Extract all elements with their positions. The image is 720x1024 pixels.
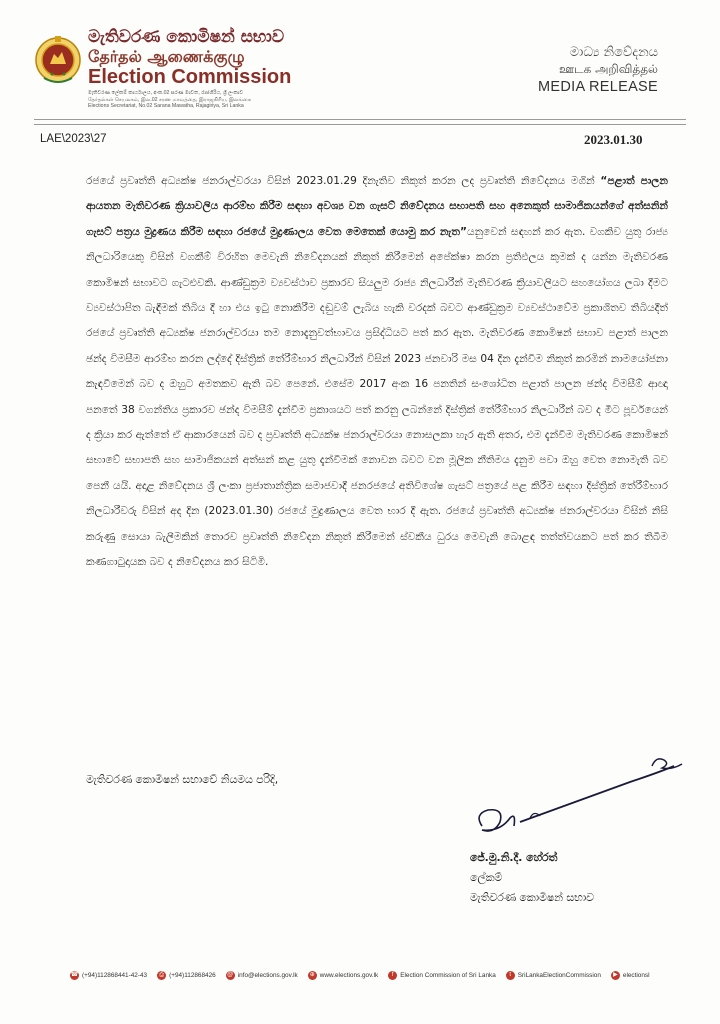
contact-footer bbox=[70, 963, 690, 987]
header-divider bbox=[34, 119, 686, 125]
twitter-text[interactable]: SriLankaElectionCommission bbox=[517, 971, 601, 979]
address-sinhala: මැතිවරණ ලේකම් කාර්යාලය, අංක.02 සරණ මාවත, රාජගිරිය, ශ්‍රී ලංකාව bbox=[88, 90, 244, 96]
signatory-title: ලේකම් bbox=[470, 871, 503, 884]
footer-youtube[interactable] bbox=[611, 971, 650, 980]
media-release-english: MEDIA RELEASE bbox=[538, 79, 658, 95]
body-intro: රජයේ ප්‍රවෘත්ති අධ්‍යක්ෂ ජනරාල්වරයා විසින් 2023.01.29 දිනැතිව නිකුත් කරන ලද ප්‍රවෘත්ති නිවේදනය මගින් bbox=[86, 175, 601, 187]
footer-phone bbox=[70, 971, 147, 980]
phone-icon: ☎ bbox=[70, 971, 79, 978]
footer-twitter[interactable] bbox=[506, 971, 601, 980]
reference-number: LAE\2023\27 bbox=[40, 133, 107, 145]
twitter-icon: t bbox=[506, 971, 515, 980]
footer-fax bbox=[157, 971, 216, 980]
email-icon: @ bbox=[227, 971, 234, 978]
fax-icon: ⎙ bbox=[157, 971, 166, 980]
youtube-text[interactable]: electionsl bbox=[622, 971, 650, 979]
national-emblem-icon bbox=[34, 30, 82, 90]
quoted-statement: “පළාත් පාලන ආයතන මැතිවරණ ක්‍රියාවලිය ආරම්භ කිරීම සඳහා අවශ්‍ය වන ගැසට් නිවේදනය සභාපති සහ අනෙකුත් සාමාජිකයන්ගේ අත්සනින් ගැසට් පත්‍රය මුද්‍රණය කිරීම සඳහා රජයේ මුද්‍රණාලය වෙත මෙතෙක් යොමු කර නැත” bbox=[86, 175, 668, 238]
org-name-sinhala: මැතිවරණ කොමිෂන් සභාව bbox=[88, 27, 285, 47]
body-main: යනුවෙන් සඳහන් කර ඇත. වගකිව යුතු රාජ්‍ය නිලධාරියෙකු විසින් වගකීම් විරහිත මෙවැනි නිවේදනයක් නිකුත් කිරීමෙන් අපේක්ෂා කරන ප්‍රතිඵලය කුමක් ද යන්න මැතිවරණ කොමිෂන් සභාවට ගැටළුවකි. ආණ්ඩුක්‍රම ව්‍යවස්ථාව ප්‍රකාරව සියලුම රාජ්‍ය නිලධාරීන් මැතිවරණ ක්‍රියාවලියට සහයෝගය ලබා දීමට ව්‍යවස්ථාපිත බැඳීමක් තිබිය දී හා එය ඉටු නොකිරීම දඬුවම් ලැබිය හැකි වරදක් බවට ආණ්ඩුක්‍රම ව්‍යවස්ථාවේම ප්‍රකාශිතව තිබියදීත් රජයේ ප්‍රවෘත්ති අධ්‍යක්ෂ ජනරාල්වරයා තම නොදැනුවත්භාවය ප්‍රසිද්ධියට පත් කර ඇත. මැතිවරණ කොමිෂන් සභාව පළාත් පාලන ඡන්ද විමසීම ආරම්භ කරන ලද්දේ දිස්ත්‍රික් තේරීම්භාර නිලධාරීන් විසින් 2023 ජනවාරි මස 04 දින දැන්වීම නිකුත් කරමින් නාමයෝජනා කැඳවීමෙන් බව ද ඔහුට අමතකව ඇති බව පෙනේ. එසේම 2017 අංක 16 පනතින් සංශෝධිත පළාත් පාලන ඡන්ද විමසීම් ආඥා පනතේ 38 වගන්තිය ප්‍රකාරව ඡන්ද විමසීම් දැන්වීම ප්‍රකාශයට පත් කරනු ලබන්නේ දිස්ත්‍රික් තේරීම්භාර නිලධාරීන් බව ද මීට පූර්වයෙන් ද ක්‍රියා කර ඇත්තේ ඒ ආකාරයෙන් බව ද ප්‍රවෘත්ති අධ්‍යක්ෂ ජනරාල්වරයා නොසලකා හැර ඇති අතර, එම දැන්වීම මැතිවරණ කොමිෂන් සභාවේ සභාපති සහ සාමාජිකයන් අත්සන් කළ යුතු දැන්වීමක් නොවන බවට වන මූලික නීතිමය දැනුම පවා ඔහු වෙත නොමැති බව පෙනී යයි. අදාළ නිවේදනය ශ්‍රී ලංකා ප්‍රජාතාන්ත්‍රික සමාජවාදී ජනරජයේ අතිවිශේෂ ගැසට් පත්‍රයේ පළ කිරීම සඳහා දිස්ත්‍රික් තේරීම්භාර නිලධාරීවරු විසින් අද දින (2023.01.30) රජයේ මුද්‍රණාලය වෙත භාර දී ඇත. රජයේ ප්‍රවෘත්ති අධ්‍යක්ෂ ජනරාල්වරයා විසින් නිසි කරුණු සොයා බැලීමකින් තොරව ප්‍රවෘත්ති නිවේදන නිකුත් කිරීමෙන් ස්වකීය ධුරය මෙවැනි බොළඳ තත්ත්වයකට පත් කර තිබීම කණගාටුදායක බව ද නිවේදනය කර සිටිමි. bbox=[86, 225, 669, 569]
footer-facebook[interactable] bbox=[388, 971, 496, 980]
organization-names bbox=[88, 28, 348, 110]
footer-email[interactable] bbox=[226, 971, 298, 980]
signatory-name: ජේ.මු.නි.දී. හේරත් bbox=[470, 851, 558, 864]
email-text[interactable]: info@elections.gov.lk bbox=[237, 971, 298, 979]
org-name-english: Election Commission bbox=[88, 66, 292, 88]
release-body bbox=[86, 169, 668, 576]
address-tamil: தேர்தல்கள் செயலகம், இல.02 சரண மாவத்தை, இராஜகிரிய, இலங்கை bbox=[88, 96, 252, 103]
fax-text: (+94)112868426 bbox=[169, 971, 216, 979]
letterhead bbox=[0, 0, 720, 125]
media-release-heading bbox=[538, 44, 658, 97]
youtube-icon: ▶ bbox=[611, 971, 620, 980]
media-release-tamil: ஊடக அறிவித்தல் bbox=[558, 62, 658, 76]
signatory-block bbox=[470, 848, 594, 908]
facebook-text[interactable]: Election Commission of Sri Lanka bbox=[400, 971, 496, 979]
footer-website[interactable] bbox=[308, 971, 379, 980]
signatory-organization: මැතිවරණ කොමිෂන් සභාව bbox=[470, 891, 594, 904]
web-icon: ⊕ bbox=[309, 971, 315, 978]
address-english: Elections Secretariat, No.02 Sarana Mawatha, Rajagiriya, Sri Lanka bbox=[88, 103, 244, 109]
phone-text: (+94)112868441-42-43 bbox=[82, 971, 148, 979]
org-name-tamil: தேர்தல் ஆணைக்குழு bbox=[88, 47, 245, 66]
media-release-sinhala: මාධ්‍ය නිවේදනය bbox=[569, 45, 658, 60]
closing-line: මැතිවරණ කොමිෂන් සභාවේ නියමය පරිදි, bbox=[86, 773, 279, 786]
website-text[interactable]: www.elections.gov.lk bbox=[319, 971, 379, 979]
release-date: 2023.01.30 bbox=[584, 132, 643, 147]
facebook-icon: f bbox=[388, 971, 397, 980]
address-block bbox=[88, 90, 348, 110]
handwritten-signature bbox=[460, 748, 700, 858]
